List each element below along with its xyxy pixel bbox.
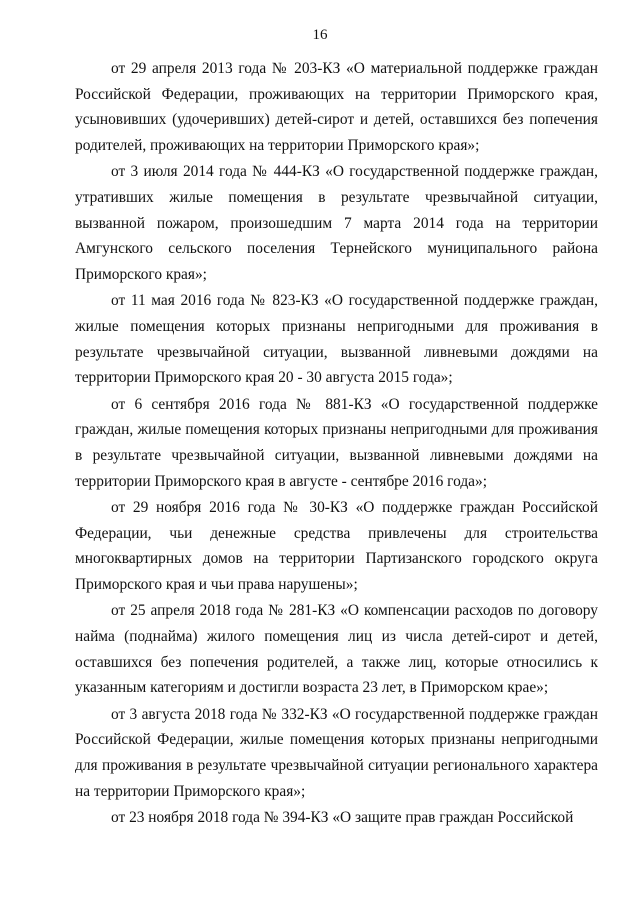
law-reference-paragraph-5: от 29 ноября 2016 года № 30-КЗ «О поддержке граждан Российской Федерации, чьи денежные средства привлечены для строительства многоквартирных домов на территории Партизанского городского округа Приморского края и чьи права нарушены»; — [75, 499, 598, 593]
law-reference-paragraph-8: от 23 ноября 2018 года № 394-КЗ «О защите прав граждан Российской — [111, 809, 574, 827]
law-reference-paragraph-2: от 3 июля 2014 года № 444-КЗ «О государственной поддержке граждан, утративших жилые помещения в результате чрезвычайной ситуации, вызванной пожаром, произошедшим 7 марта 2014 года на территории Амгунского сельского поселения Тернейского муниципального района Приморского края»; — [75, 163, 598, 283]
law-reference-paragraph-6: от 25 апреля 2018 года № 281-КЗ «О компенсации расходов по договору найма (поднайма) жилого помещения лиц из числа детей-сирот и детей, оставшихся без попечения родителей, а также лиц, которые относились к указанным категориям и достигли возраста 23 лет, в Приморском крае»; — [75, 602, 598, 697]
law-reference-paragraph-1: от 29 апреля 2013 года № 203-КЗ «О материальной поддержке граждан Российской Федерации, проживающих на территории Приморского края, усыновивших (удочеривших) детей-сирот и детей, оставшихся без попечения родителей, проживающих на территории Приморского края»; — [75, 60, 598, 154]
law-reference-paragraph-4: от 6 сентября 2016 года № 881-КЗ «О государственной поддержке граждан, жилые помещения которых признаны непригодными для проживания в результате чрезвычайной ситуации, вызванной ливневыми дождями на территории Приморского края в августе - сентябре 2016 года»; — [75, 395, 598, 490]
document-body — [75, 56, 598, 831]
law-reference-paragraph-3: от 11 мая 2016 года № 823-КЗ «О государственной поддержке граждан, жилые помещения которых признаны непригодными для проживания в результате чрезвычайной ситуации, вызванной ливневыми дождями на территории Приморского края 20 - 30 августа 2015 года»; — [75, 292, 598, 387]
page-number: 16 — [312, 27, 328, 43]
law-reference-paragraph-7: от 3 августа 2018 года № 332-КЗ «О государственной поддержке граждан Российской Федерации, жилые помещения которых признаны непригодными для проживания в результате чрезвычайной ситуации регионального характера на территории Приморского края»; — [75, 705, 598, 800]
